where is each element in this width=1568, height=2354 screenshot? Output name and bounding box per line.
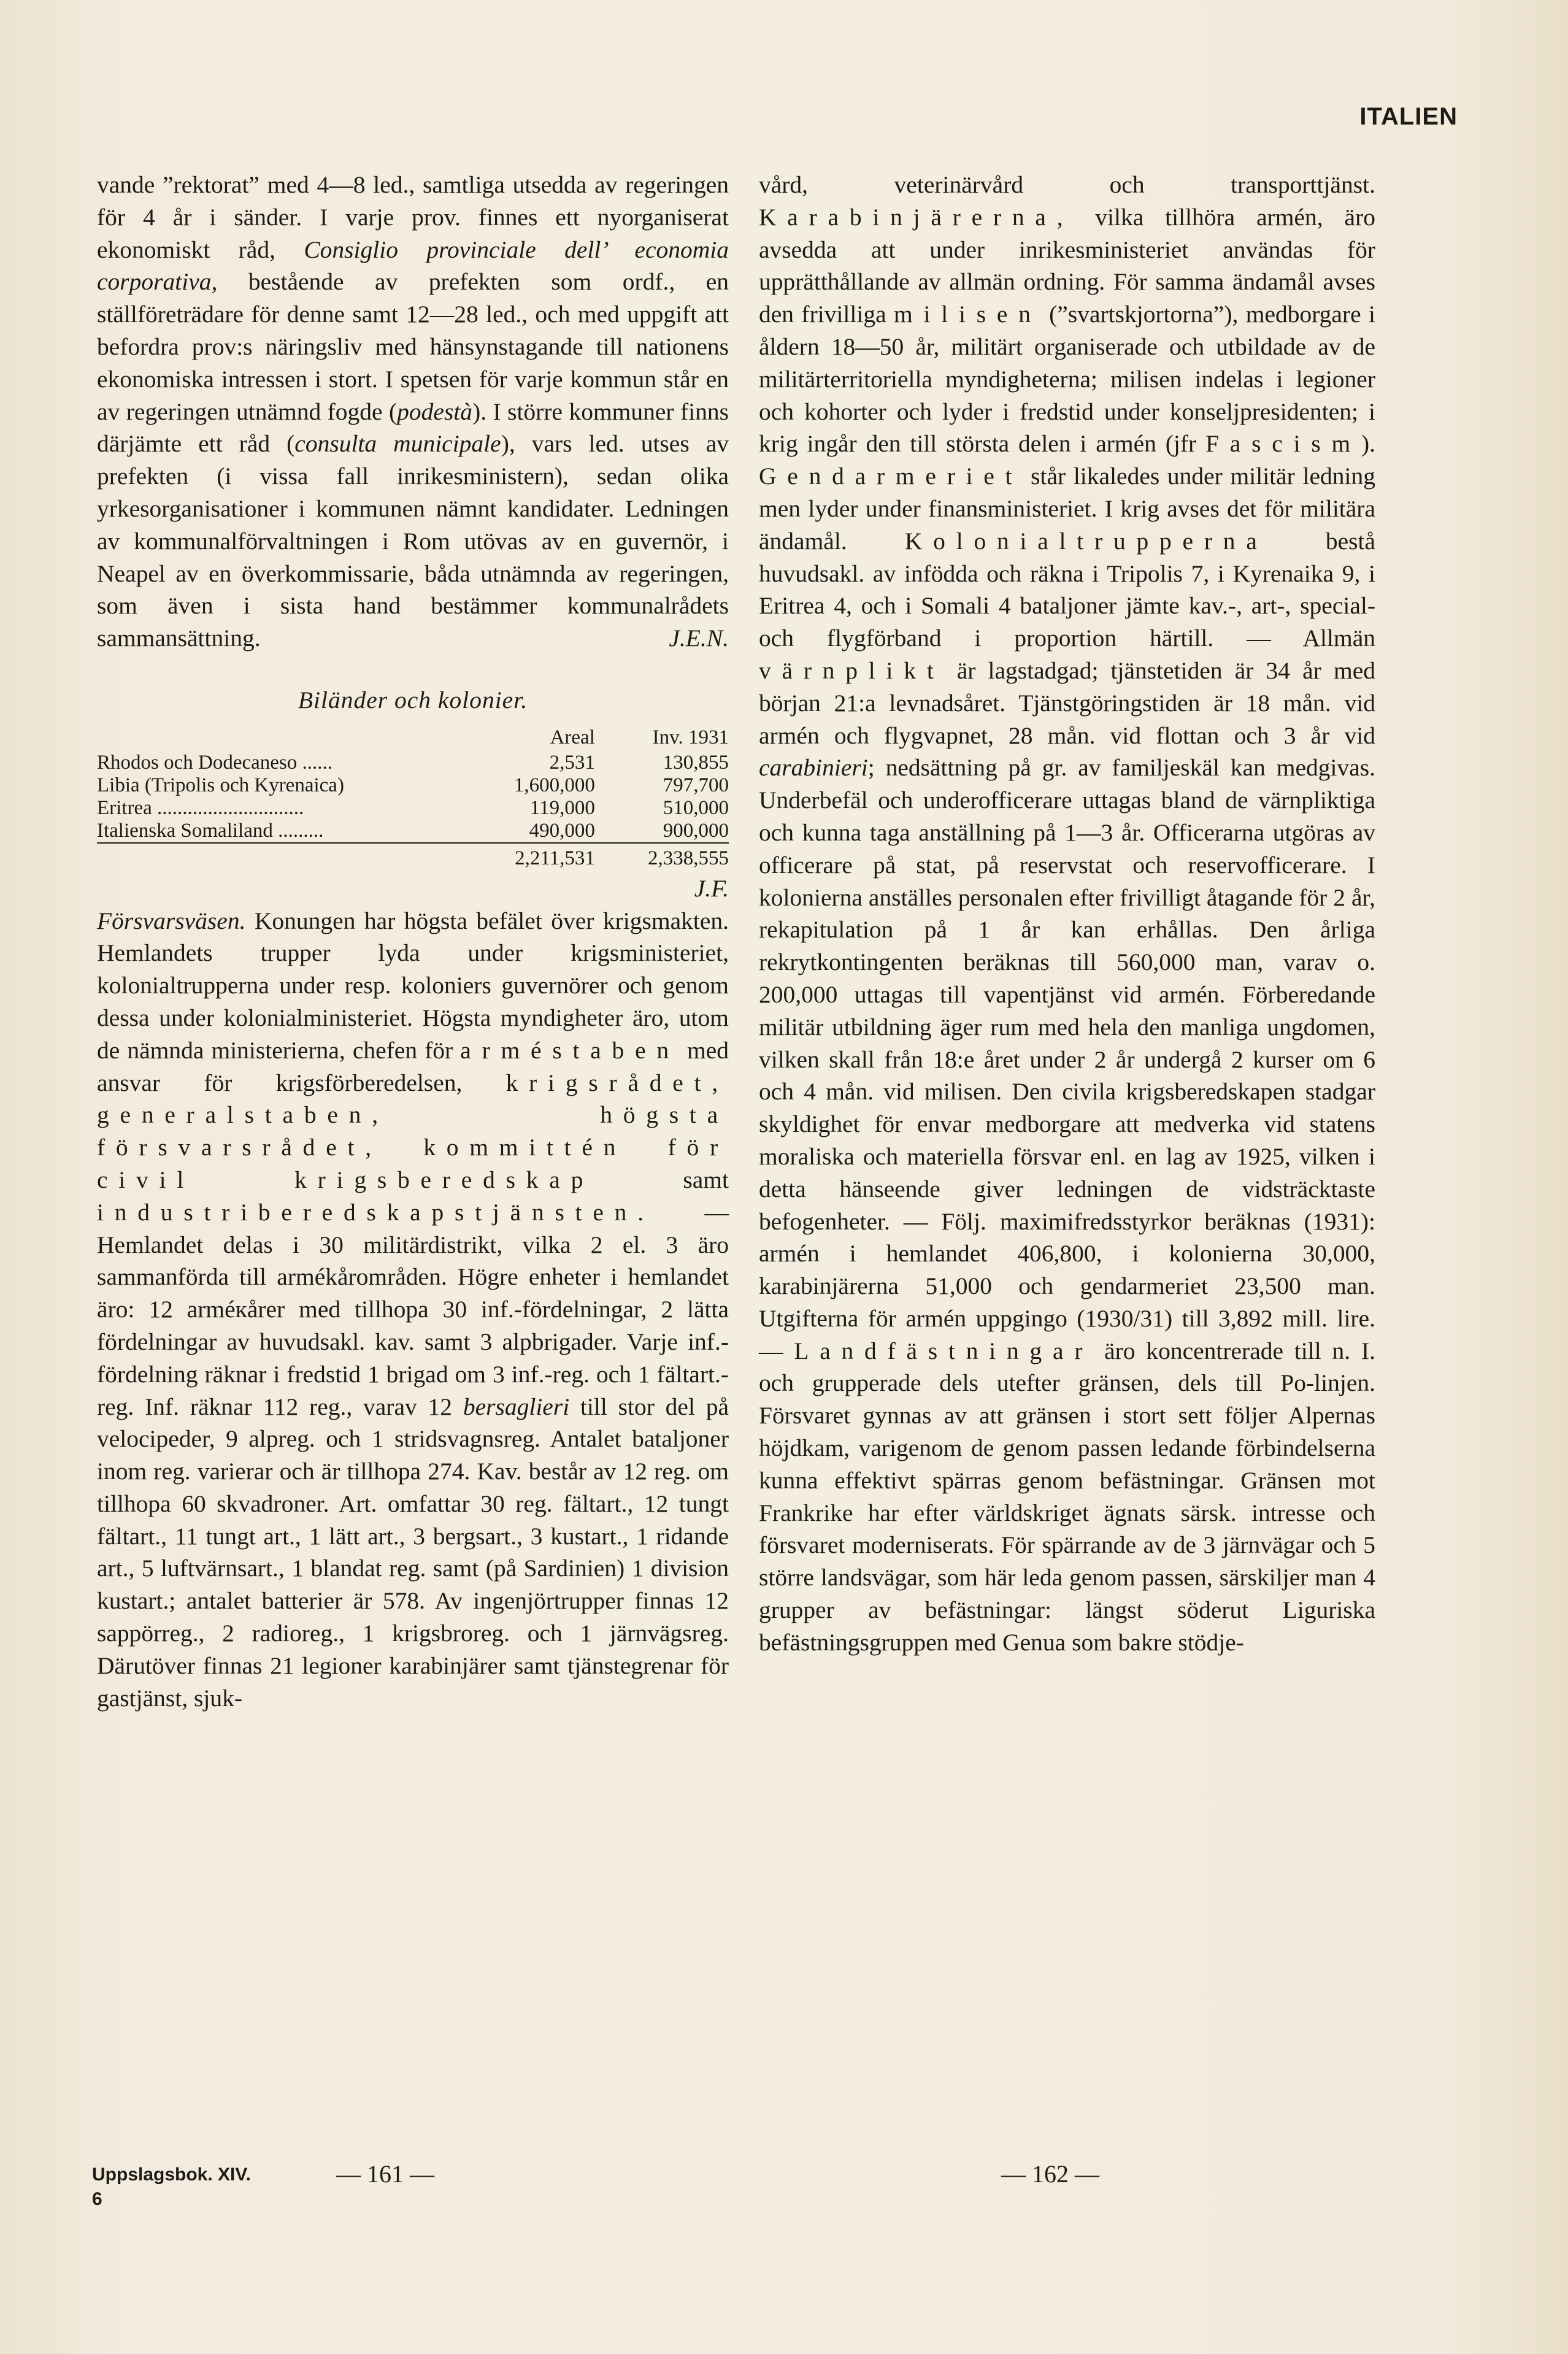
column-header-inhabitants: Inv. 1931 [652,726,729,748]
printer-footer [92,2163,251,2212]
table-header-row [97,726,729,752]
page-number-right: — 162 — [1001,2160,1099,2188]
spaced-term: värnplikt [759,656,945,684]
text-run: samt [594,1166,729,1193]
author-signature: J.F. [694,874,729,902]
spaced-term: Landfästningar [794,1337,1094,1364]
italic-term: carabinieri [759,754,868,782]
cell-inhabitants: 900,000 [663,819,729,842]
text-run: vilka tillhöra armén, äro avsedda att under inrikesministeriet användas för upprätthållande av allmän ordning. För samma ändamål avses den frivilliga [759,203,1375,328]
table-row [97,774,729,797]
total-area: 2,211,531 [461,843,595,870]
right-column [759,169,1375,1659]
page-number-left: — 161 — [336,2160,434,2188]
cell-name: Libia (Tripolis och Kyrenaica) [97,774,344,796]
cell-area: 1,600,000 [513,774,595,796]
table-row [97,752,729,774]
section-heading-defence: Försvarsväsen. [97,907,246,934]
cell-name: Eritrea ............................. [97,796,304,819]
italic-term: bersaglieri [463,1393,570,1420]
italic-term: podestà [397,398,473,425]
spaced-term: Kolonialtrupperna [904,527,1268,555]
cell-inhabitants: 510,000 [663,796,729,819]
table-row [97,820,729,843]
running-head: ITALIEN [1359,103,1458,130]
cell-name: Rhodos och Dodecaneso ...... [97,751,333,774]
spaced-term: Gendarmeriet [759,463,1023,490]
column-header-area: Areal [550,726,595,748]
text-run: med ansvar för krigsförberedelsen, [97,1036,729,1096]
text-run: står likaledes under militär ledning men lyder under finansministeriet. I krig avses det för militära ändamål. [759,463,1375,555]
text-run: är lagstadgad; tjänstetiden är 34 år med början 21:a levnadsåret. Tjänstgöringstiden är 18 mån. vid armén och flygvapnet, 28 mån. vid flottan och 3 år vid [759,656,1375,749]
text-run: Konungen har högsta befälet över krigsmakten. Hemlandets trupper lyda under krigsministeriet, kolonialtrupperna under resp. koloniers guvernörer och genom dessa under kolonialministeriet. Högsta myndigheter äro, utom de nämnda ministerierna, chefen för [97,907,729,1064]
colonies-table [97,726,729,870]
table-row [97,797,729,820]
cell-inhabitants: 797,700 [663,774,729,796]
text-run: till stor del på velocipeder, 9 alpreg. och 1 stridsvagnsreg. Antalet bataljoner inom reg. varierar och är tillhopa 274. Kav. består av 12 reg. om tillhopa 60 skvadroner. Art. omfattar 30 reg. fältart., 12 tungt fältart., 11 tungt art., 1 lätt art., 3 bergsart., 3 kustart., 1 ridande art., 5 luftvärnsart., 1 blandat reg. samt (på Sardinien) 1 division kustart.; antalet batterier är 578. Av ingenjörtrupper finnas 12 sappörreg., 2 radioreg., 1 krigsbroreg. och 1 järnvägsreg. Därutöver finnas 21 legioner karabinjärer samt tjänstegrenar för gastjänst, sjuk- [97,1393,729,1712]
text-run: ), vars led. utses av prefekten (i vissa fall inrikesministern), sedan olika yrkesorganisationer i kommunen nämnt kandidater. Ledningen av kommunalförvaltningen i Rom utövas av en guvernör, i Neapel av en överkommissarie, båda utnämnda av regeringen, som även i sista hand bestämmer kommunalrådets sammansättning. [97,430,729,652]
cell-inhabitants: 130,855 [663,751,729,774]
paragraph-defence [97,905,729,1715]
cell-area: 2,531 [549,751,595,774]
cell-area: 119,000 [529,796,595,819]
left-column [97,169,729,1714]
text-run: bestående av prefekten som ordf., en ställföreträdare för denne samt 12—28 led., och med uppgift att befordra prov:s näringsliv med hänsynstagande till nationens ekonomiska intressen i stort. I spetsen för varje kommun står en av regeringen utnämnd fogde ( [97,268,729,425]
text-run: — Hemlandet delas i 30 militärdistrikt, vilka 2 el. 3 äro sammanförda till armékårområden. Högre enheter i hemlandet äro: 12 arméкårer med tillhopa 30 inf.-fördelningar, 2 lätta fördelningar av huvudsakl. kav. samt 3 alpbrigader. Varje inf.-fördelning räknar i fredstid 1 brigad om 3 inf.-reg. och 1 fältart.-reg. Inf. räknar 112 reg., varav 12 [97,1198,729,1420]
spaced-term: Karabinjärerna, [759,203,1074,231]
text-run: vande ”rektorat” med 4—8 led., samtliga utsedda av regeringen för 4 år i sänder. I varje prov. finnes ett nyorganiserat ekonomiskt råd, [97,171,729,263]
book-volume-label: Uppslagsbok. XIV. [92,2164,251,2185]
text-run: (”svartskjortorna”), medborgare i åldern 18—50 år, militärt organiserade och utbildade av de militärterritoriella myndigheterna; milisen indelas i legioner och kohorter och lyder i fredstid under konseljpresidenten; i krig ingår den till största delen i armén (jfr [759,301,1376,458]
spaced-term: milisen [894,301,1042,328]
text-run: vård, veterinärvård och transporttjänst. [759,171,1375,198]
text-run: bestå huvudsakl. av infödda och räkna i Tripolis 7, i Kyrenaika 9, i Eritrea 4, och i Somali 4 bataljoner jämte kav.-, art-, special- och flygförband i proportion härtill. — Allmän [759,527,1375,652]
paragraph-provincial-admin [97,169,729,655]
section-title-colonies: Biländer och kolonier. [298,686,528,714]
text-run: ). I större kommuner finns därjämte ett råd ( [97,398,729,458]
text-run: ). [1361,430,1375,458]
text-run: ; nedsättning på gr. av familjeskäl kan medgivas. Underbefäl och underofficerare uttagas bland de värnpliktiga och kunna taga anställning på 1—3 år. Officerarna utgöras av officerare på stat, på reservstat och reservofficerare. I kolonierna anställes personalen efter frivilligt åtagande för 2 år, rekapitulation på 1 år kan erhållas. Den årliga rekrytkontingenten beräknas till 560,000 man, varav o. 200,000 uttagas till vapentjänst vid armén. Förberedande militär utbildning äger rum med hela den manliga ungdomen, vilken skall från 18:e året under 2 år undergå 2 kurser om 6 och 4 mån. vid milisen. Den civila krigsberedskapen stadgar skyldighet för envar medborgare att medverka vid statens moraliska och materiella försvar enl. en lag av 1925, vilken i detta hänseende giver ledningen de vidsträcktaste befogenheter. — Följ. maximifredsstyrkor beräknas (1931): armén i hemlandet 406,800, i kolonierna 30,000, karabinjärerna 51,000 och gendarmeriet 23,500 man. Utgifterna för armén uppgingo (1930/31) till 3,892 mill. lire. — [759,754,1375,1364]
spaced-term: industriberedskapstjänsten. [97,1198,655,1226]
spaced-term: Fascism [1205,430,1361,458]
spaced-term: krigsrådet, generalstaben, högsta försvarsrådet, kommittén för civil krigsberedskap [97,1069,729,1193]
italic-term: Consiglio provinciale dell’ economia corporativa, [97,236,729,296]
cell-name: Italienska Somaliland ......... [97,819,324,842]
author-signature: J.E.N. [669,625,729,652]
cell-area: 490,000 [529,819,595,842]
italic-term: consulta municipale [294,430,501,458]
total-inhabitants: 2,338,555 [595,843,729,870]
spaced-term: arméstaben [460,1036,680,1064]
paragraph-defence-continued [759,169,1375,1659]
table-total-row [97,843,729,870]
signature-mark: 6 [92,2189,102,2209]
text-run: äro koncentrerade till n. I. och grupperade dels utefter gränsen, dels till Po-linjen. Försvaret gynnas av att gränsen i stort sett följer Alpernas höjdkam, varigenom de genom passen ledande förbindelserna kunna effektivt spärras genom befästningar. Gränsen mot Frankrike har efter världskriget ägnats särsk. intresse och försvaret moderniserats. För spärrande av de 3 järnvägar och 5 större landsvägar, som här leda genom passen, särskiljer man 4 grupper av befästningar: längst söderut Liguriska befästningsgruppen med Genua som bakre stödje- [759,1337,1375,1656]
